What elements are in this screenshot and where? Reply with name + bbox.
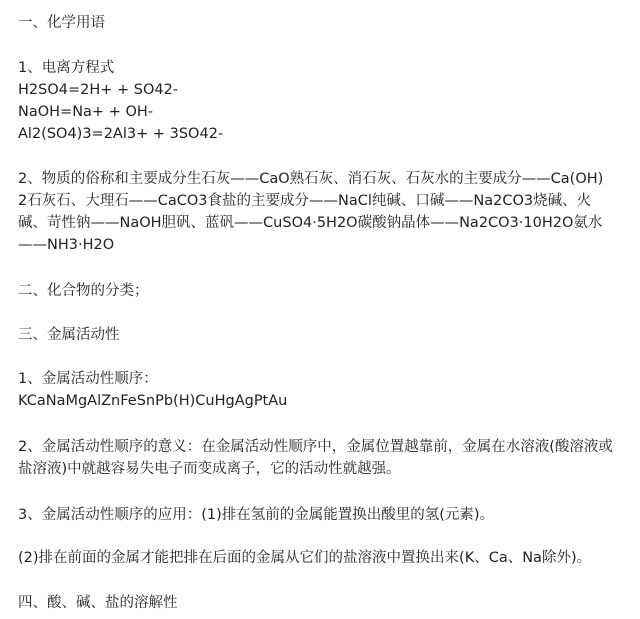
common-names-line-3: 碱、苛性钠——NaOH胆矾、蓝矾——CuSO4·5H2O碳酸钠晶体——Na2CO3·10H2O氨水 [18,215,603,231]
subsection-heading-ionization: 1、电离方程式 [18,60,115,76]
common-names-line-1: 2、物质的俗称和主要成分生石灰——CaO熟石灰、消石灰、石灰水的主要成分——Ca(OH) [18,171,604,187]
section-heading-1: 一、化学用语 [18,15,105,31]
activity-application-1: 3、金属活动性顺序的应用：(1)排在氢前的金属能置换出酸里的氢(元素)。 [18,507,495,523]
equation-line-3: Al2(SO4)3=2Al3+ + 3SO42- [18,126,224,142]
section-heading-4: 四、酸、碱、盐的溶解性 [18,595,178,611]
activity-meaning-line-2: 盐溶液)中就越容易失电子而变成离子，它的活动性就越强。 [18,461,401,477]
equation-line-1: H2SO4=2H+ + SO42- [18,82,179,98]
subsection-heading-activity-series: 1、金属活动性顺序： [18,371,158,387]
activity-application-2: (2)排在前面的金属才能把排在后面的金属从它们的盐溶液中置换出来(K、Ca、Na除外)。 [18,550,592,566]
activity-series-text: KCaNaMgAlZnFeSnPb(H)CuHgAgPtAu [18,393,288,409]
section-heading-3: 三、金属活动性 [18,327,120,343]
activity-meaning-line-1: 2、金属活动性顺序的意义：在金属活动性顺序中，金属位置越靠前，金属在水溶液(酸溶液或 [18,439,613,455]
equation-line-2: NaOH=Na+ + OH- [18,104,153,120]
common-names-line-4: ——NH3·H2O [18,237,115,253]
section-heading-2: 二、化合物的分类； [18,283,149,299]
common-names-line-2: 2石灰石、大理石——CaCO3食盐的主要成分——NaCl纯碱、口碱——Na2CO3烧碱、火 [18,193,592,209]
